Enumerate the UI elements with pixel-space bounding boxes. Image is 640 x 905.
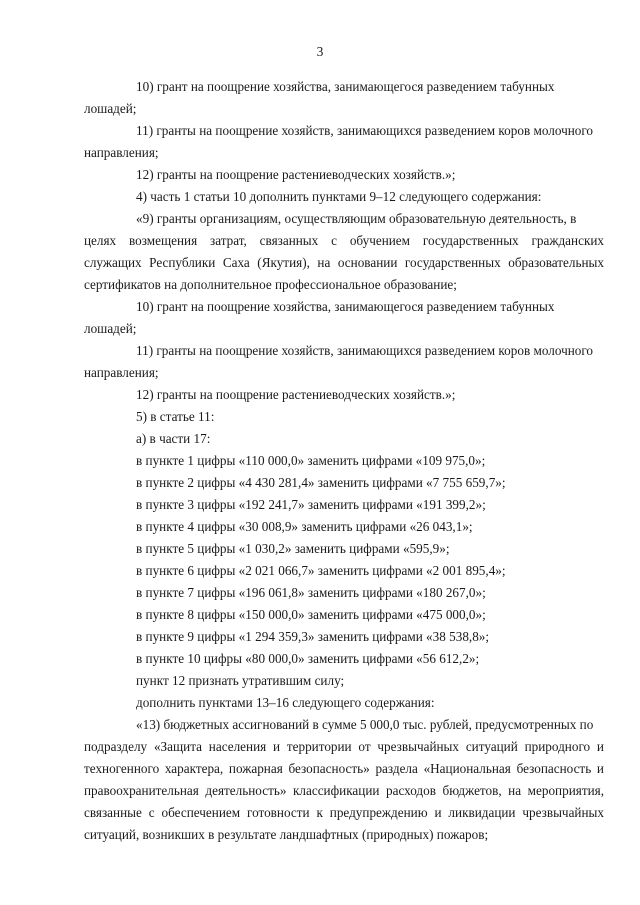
text-line: 12) гранты на поощрение растениеводческих хозяйств.»;	[136, 387, 456, 402]
text-line: ситуаций, возникших в результате ландшафтных (природных) пожаров;	[84, 827, 489, 842]
text-line: «13) бюджетных ассигнований в сумме 5 000,0 тыс. рублей, предусмотренных по	[136, 717, 594, 732]
text-line: направления;	[84, 365, 159, 380]
text-line: служащих Республики Саха (Якутия), на основании государственных образовательных	[84, 255, 604, 270]
text-line: пункт 12 признать утратившим силу;	[136, 673, 345, 688]
text-line: лошадей;	[84, 101, 137, 116]
text-line: в пункте 6 цифры «2 021 066,7» заменить цифрами «2 001 895,4»;	[136, 563, 506, 578]
text-line: связанные с обеспечением готовности к предупреждению и ликвидации чрезвычайных	[84, 805, 604, 820]
text-line: в пункте 8 цифры «150 000,0» заменить цифрами «475 000,0»;	[136, 607, 486, 622]
text-line: сертификатов на дополнительное профессиональное образование;	[84, 277, 457, 292]
text-line: «9) гранты организациям, осуществляющим образовательную деятельность, в	[136, 211, 577, 226]
text-line: 10) грант на поощрение хозяйства, занимающегося разведением табунных	[136, 299, 555, 314]
text-line: направления;	[84, 145, 159, 160]
text-line: лошадей;	[84, 321, 137, 336]
text-line: целях возмещения затрат, связанных с обучением государственных гражданских	[84, 233, 604, 248]
text-line: а) в части 17:	[136, 431, 211, 446]
text-line: в пункте 7 цифры «196 061,8» заменить цифрами «180 267,0»;	[136, 585, 486, 600]
text-line: 12) гранты на поощрение растениеводческих хозяйств.»;	[136, 167, 456, 182]
text-line: подразделу «Защита населения и территории от чрезвычайных ситуаций природного и	[84, 739, 604, 754]
text-line: 5) в статье 11:	[136, 409, 215, 424]
text-line: 10) грант на поощрение хозяйства, занимающегося разведением табунных	[136, 79, 555, 94]
text-line: в пункте 10 цифры «80 000,0» заменить цифрами «56 612,2»;	[136, 651, 480, 666]
text-line: в пункте 5 цифры «1 030,2» заменить цифрами «595,9»;	[136, 541, 450, 556]
text-line: в пункте 9 цифры «1 294 359,3» заменить цифрами «38 538,8»;	[136, 629, 490, 644]
text-line: в пункте 4 цифры «30 008,9» заменить цифрами «26 043,1»;	[136, 519, 473, 534]
text-line: 4) часть 1 статьи 10 дополнить пунктами 9–12 следующего содержания:	[136, 189, 542, 204]
text-line: дополнить пунктами 13–16 следующего содержания:	[136, 695, 435, 710]
text-line: в пункте 1 цифры «110 000,0» заменить цифрами «109 975,0»;	[136, 453, 486, 468]
text-line: правоохранительная деятельность» классификации расходов бюджетов, на мероприятия,	[84, 783, 604, 798]
text-line: 11) гранты на поощрение хозяйств, занимающихся разведением коров молочного	[136, 343, 594, 358]
text-line: техногенного характера, пожарная безопасность» раздела «Национальная безопасность и	[84, 761, 604, 776]
text-line: 11) гранты на поощрение хозяйств, занимающихся разведением коров молочного	[136, 123, 594, 138]
text-line: в пункте 3 цифры «192 241,7» заменить цифрами «191 399,2»;	[136, 497, 486, 512]
page-number: 3	[316, 44, 324, 59]
text-line: в пункте 2 цифры «4 430 281,4» заменить цифрами «7 755 659,7»;	[136, 475, 506, 490]
